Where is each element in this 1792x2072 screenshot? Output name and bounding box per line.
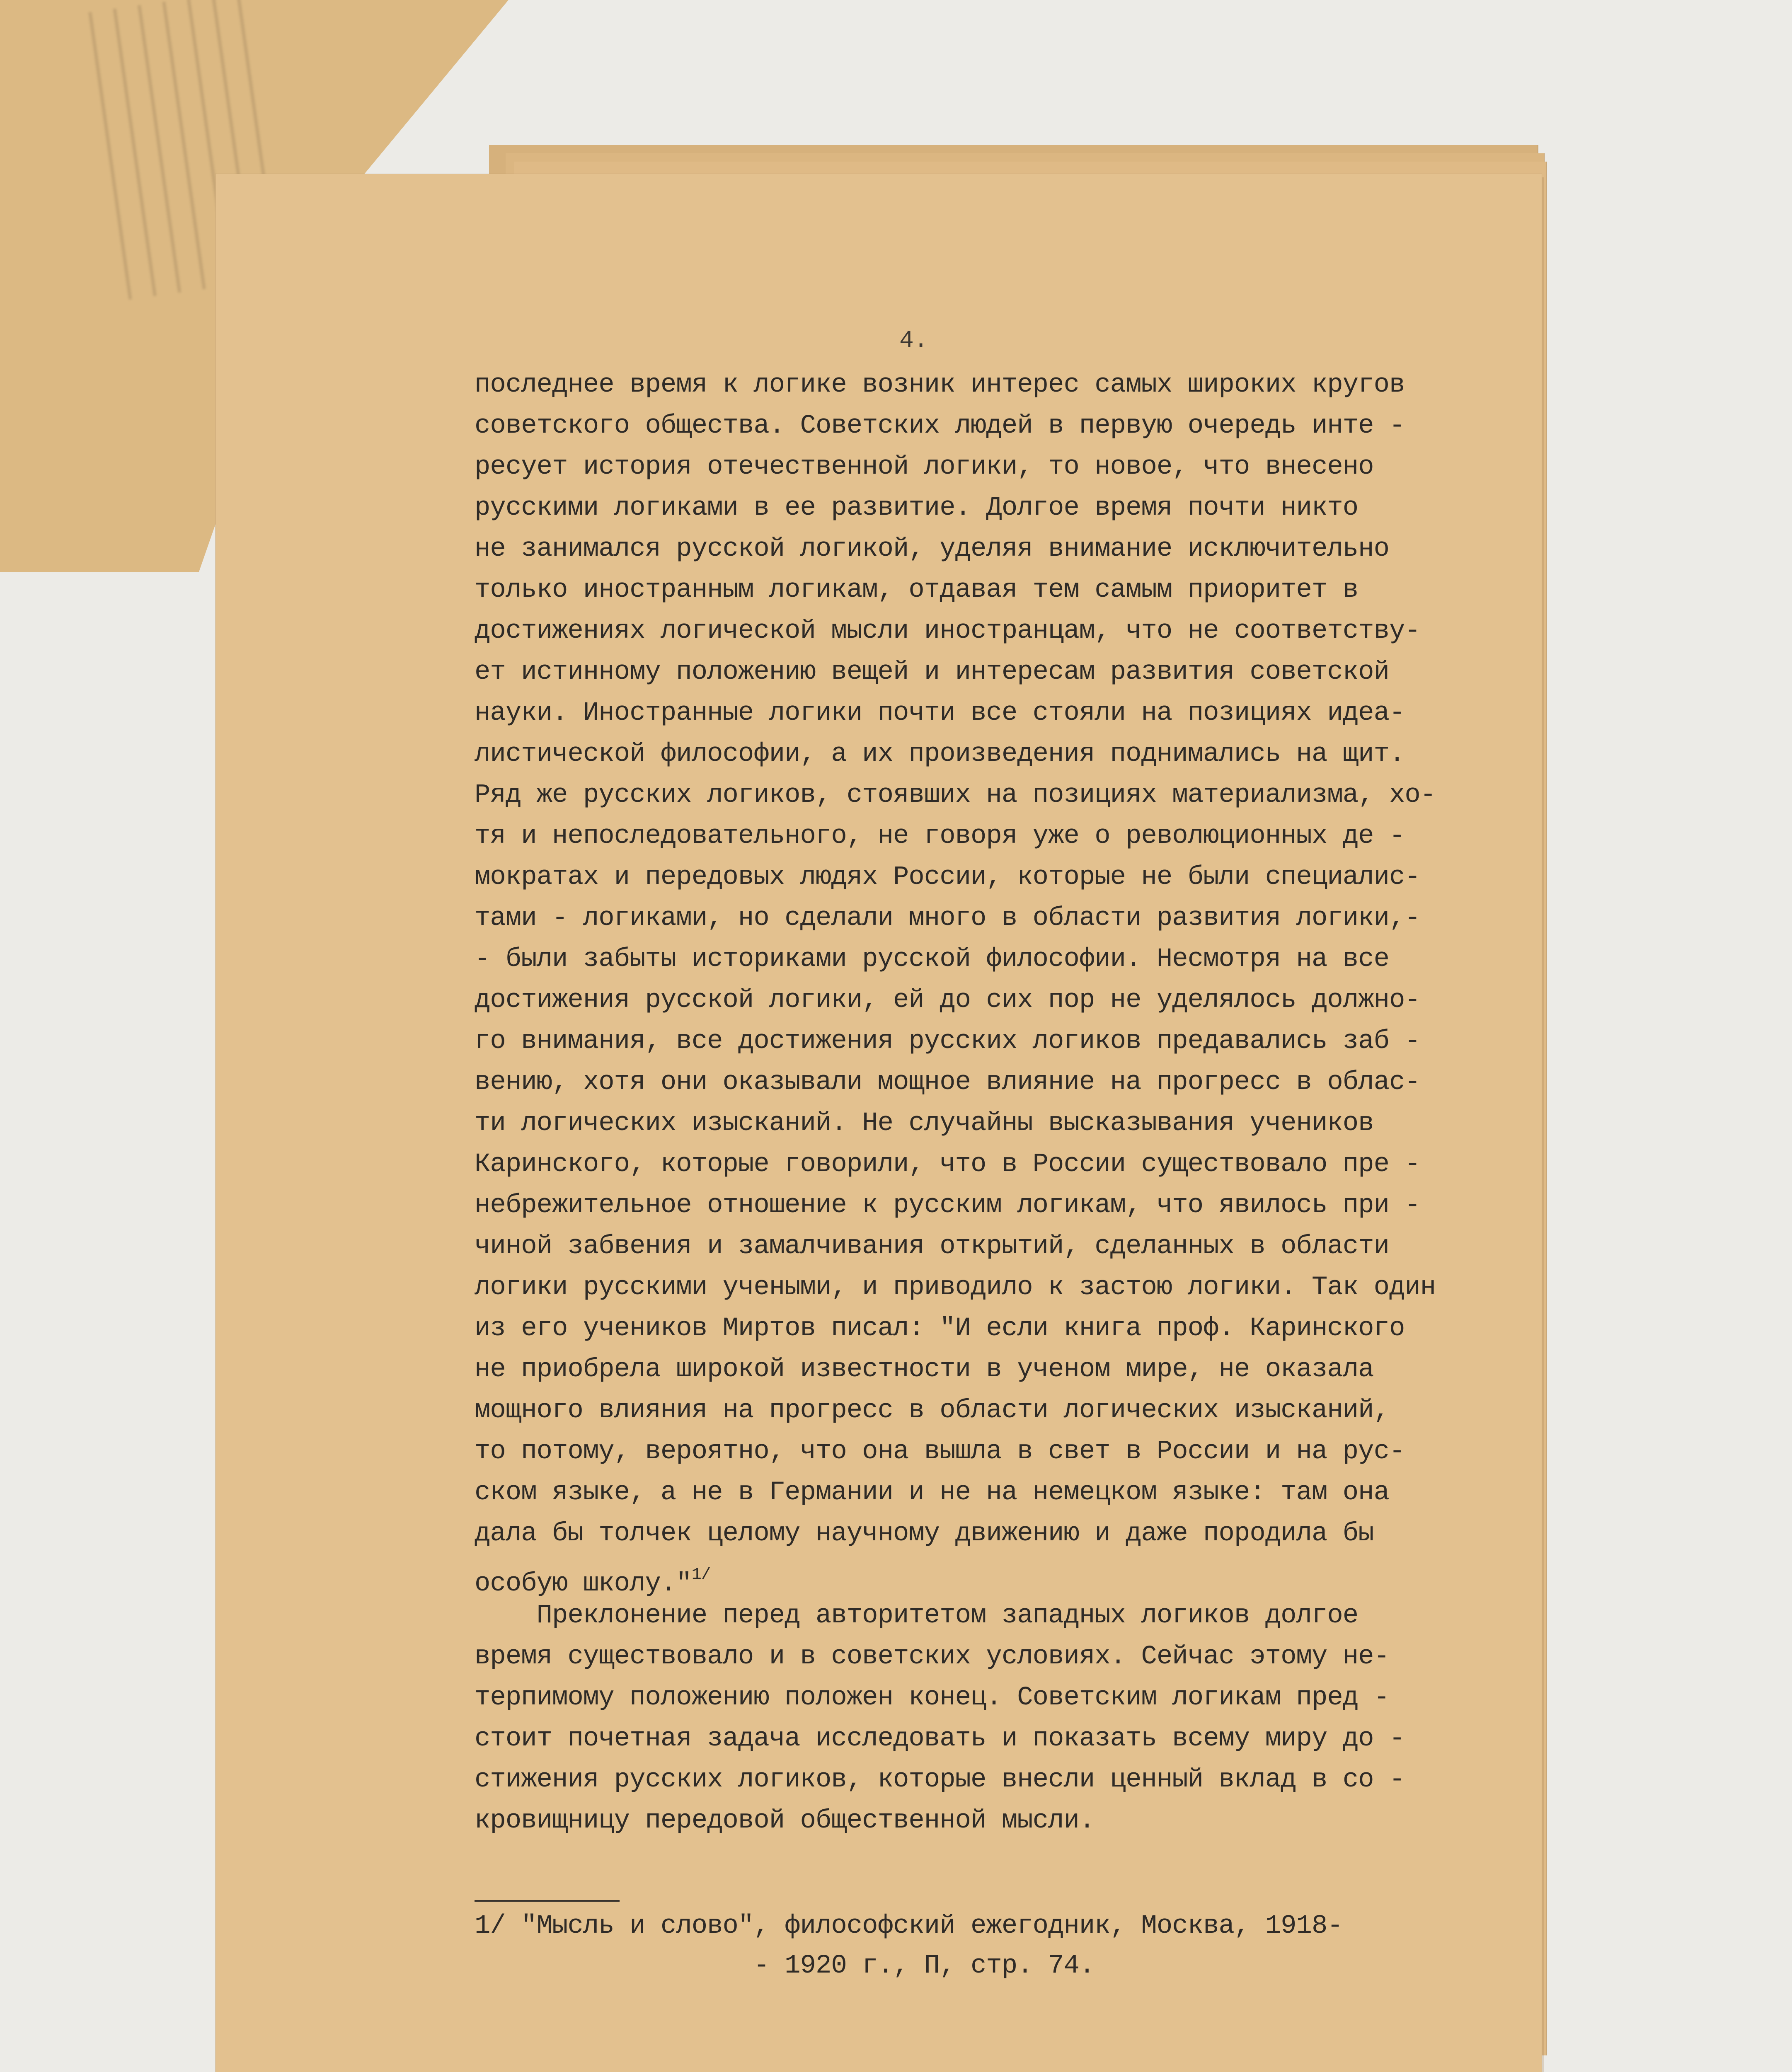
text-line: мощного влияния на прогресс в области логических изысканий, [475,1396,1389,1426]
text-line: го внимания, все достижения русских логиков предавались заб - [475,1026,1420,1056]
text-line: советского общества. Советских людей в первую очередь инте - [475,411,1405,441]
text-line: тами - логиками, но сделали много в области развития логики,- [475,903,1420,933]
text-line: Ряд же русских логиков, стоявших на позициях материализма, хо- [475,780,1436,810]
text-line: то потому, вероятно, что она вышла в свет в России и на рус- [475,1437,1405,1467]
text-line: мократах и передовых людях России, которые не были специалис- [475,862,1420,892]
text-line: не занимался русской логикой, уделяя внимание исключительно [475,534,1389,564]
text-line: достижения русской логики, ей до сих пор не уделялось должно- [475,985,1420,1015]
text-line: из его учеников Миртов писал: "И если книга проф. Каринского [475,1314,1405,1343]
footnote-line: - 1920 г., П, стр. 74. [475,1951,1095,1981]
text-line: кровищницу передовой общественной мысли. [475,1806,1095,1836]
text-line: дала бы толчек целому научному движению и даже породила бы [475,1519,1374,1549]
text-line: особую школу."$^{1/}$ [475,1566,711,1599]
footnote-separator [475,1900,620,1902]
page-number: 4. [899,327,928,354]
text-line: стоит почетная задача исследовать и показать всему миру до - [475,1724,1405,1754]
footnote-line: 1/ "Мысль и слово", философский ежегодник, Москва, 1918- [475,1911,1343,1941]
text-line: не приобрела широкой известности в ученом мире, не оказала [475,1355,1374,1385]
text-line: ти логических изысканий. Не случайны высказывания учеников [475,1109,1374,1138]
text-line: ет истинному положению вещей и интересам развития советской [475,657,1389,687]
text-line: - были забыты историками русской философии. Несмотря на все [475,944,1389,974]
typewritten-page [216,174,1542,2072]
text-line: стижения русских логиков, которые внесли ценный вклад в со - [475,1765,1405,1795]
text-line: русскими логиками в ее развитие. Долгое время почти никто [475,493,1359,523]
text-line: тя и непоследовательного, не говоря уже о революционных де - [475,821,1405,851]
text-line: время существовало и в советских условиях. Сейчас этому не- [475,1642,1389,1672]
text-line: достижениях логической мысли иностранцам, что не соответству- [475,616,1420,646]
text-line: терпимому положению положен конец. Советским логикам пред - [475,1683,1389,1713]
text-line: небрежительное отношение к русским логикам, что явилось при - [475,1191,1420,1220]
text-line: ресует история отечественной логики, то новое, что внесено [475,452,1374,482]
text-line: только иностранным логикам, отдавая тем самым приоритет в [475,575,1359,605]
text-line: логики русскими учеными, и приводило к застою логики. Так один [475,1273,1436,1302]
text-line: ском языке, а не в Германии и не на немецком языке: там она [475,1478,1389,1508]
footnote-reference: 1/ [691,1566,711,1584]
page-body-text [475,365,1523,1842]
text-line: листической философии, а их произведения поднимались на щит. [475,739,1405,769]
text-line: науки. Иностранные логики почти все стояли на позициях идеа- [475,698,1405,728]
text-line: Преклонение перед авторитетом западных логиков долгое [475,1601,1359,1631]
text-line: вению, хотя они оказывали мощное влияние на прогресс в облас- [475,1067,1420,1097]
text-line: Каринского, которые говорили, что в России существовало пре - [475,1150,1420,1179]
text-line: последнее время к логике возник интерес самых широких кругов [475,370,1405,400]
text-line: чиной забвения и замалчивания открытий, сделанных в области [475,1232,1389,1261]
footnote [475,1906,1343,1986]
